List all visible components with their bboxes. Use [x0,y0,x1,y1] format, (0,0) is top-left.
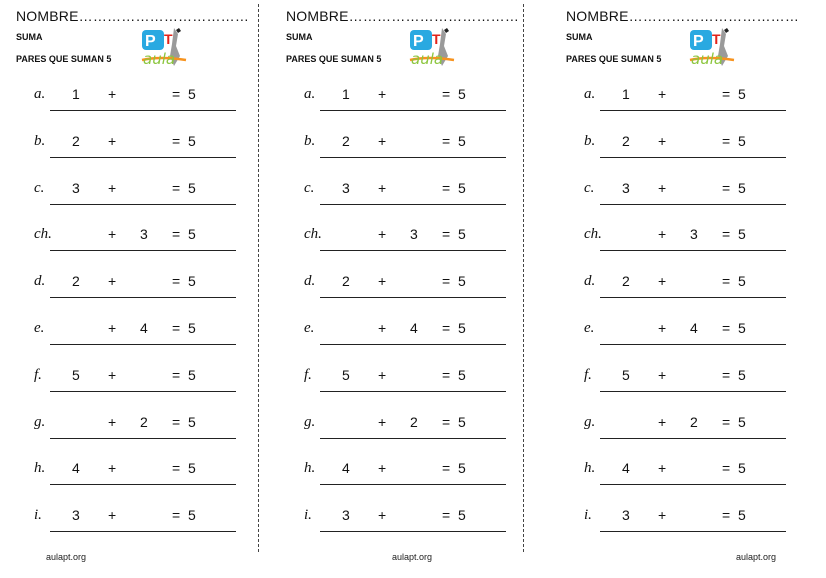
answer-line [50,531,236,532]
exercise-letter: d. [304,273,316,290]
first-addend: 2 [342,273,350,290]
first-addend: 2 [72,273,80,290]
heading-suma: SUMA [566,32,593,42]
second-addend: 3 [140,226,148,243]
exercise-letter: ch. [34,226,52,243]
exercise-row [566,133,796,163]
equals-sign: = [172,460,181,477]
equals-sign: = [722,366,731,383]
exercise-row [566,460,796,490]
exercise-row [286,320,516,350]
exercise-row [16,133,246,163]
plus-sign: + [378,226,387,243]
answer-line [320,531,506,532]
answer-line [50,157,236,158]
aulapt-logo [688,26,738,70]
exercise-letter: a. [584,86,596,102]
sum-result: 5 [458,320,466,336]
equals-sign: = [172,320,181,336]
equals-sign: = [442,179,451,196]
logo-word-aula: aula [411,50,444,68]
exercise-letter: c. [34,179,45,196]
sum-result: 5 [188,413,196,430]
plus-sign: + [378,86,387,102]
first-addend: 4 [72,460,80,477]
exercise-row [286,180,516,210]
first-addend: 2 [72,132,80,149]
exercise-row [566,226,796,256]
plus-sign: + [658,86,667,102]
exercise-letter: f. [584,366,592,383]
heading-suma: SUMA [16,32,43,42]
sum-result: 5 [738,366,746,383]
equals-sign: = [722,507,731,524]
equals-sign: = [442,226,451,243]
exercise-letter: d. [584,273,596,290]
equals-sign: = [172,507,181,524]
logo-letter-p: P [693,33,704,50]
answer-line [50,110,236,111]
sum-result: 5 [738,226,746,243]
exercise-letter: d. [34,273,46,290]
answer-line [600,438,786,439]
exercise-letter: c. [584,179,595,196]
name-field: NOMBRE……………………………… [286,8,520,24]
plus-sign: + [658,226,667,243]
exercise-row [286,226,516,256]
name-field: NOMBRE……………………………… [566,8,800,24]
answer-line [320,297,506,298]
equals-sign: = [722,320,731,336]
exercise-letter: f. [304,366,312,383]
sum-result: 5 [458,273,466,290]
logo-letter-p: P [145,33,156,50]
exercise-row [16,507,246,537]
exercise-letter: e. [584,320,595,336]
exercise-letter: h. [34,460,46,477]
cut-line-divider [258,4,259,552]
second-addend: 3 [410,226,418,243]
equals-sign: = [442,273,451,290]
exercise-letter: a. [34,86,46,102]
exercise-row [566,273,796,303]
exercise-row [16,460,246,490]
answer-line [50,391,236,392]
plus-sign: + [658,413,667,430]
exercise-row [286,460,516,490]
heading-suma: SUMA [286,32,313,42]
answer-line [320,484,506,485]
plus-sign: + [658,132,667,149]
plus-sign: + [108,226,117,243]
first-addend: 3 [622,507,630,524]
plus-sign: + [378,507,387,524]
equals-sign: = [722,179,731,196]
plus-sign: + [378,413,387,430]
plus-sign: + [108,86,117,102]
exercise-row [286,414,516,444]
plus-sign: + [108,413,117,430]
second-addend: 2 [410,413,418,430]
exercise-letter: h. [304,460,316,477]
answer-line [600,250,786,251]
exercise-row [566,507,796,537]
exercise-row [286,507,516,537]
exercise-letter: b. [34,132,46,149]
exercise-letter: b. [304,132,316,149]
equals-sign: = [722,273,731,290]
equals-sign: = [722,460,731,477]
exercise-row [16,414,246,444]
sum-result: 5 [738,132,746,149]
exercise-row [566,414,796,444]
plus-sign: + [108,132,117,149]
exercise-letter: g. [34,413,46,430]
answer-line [320,157,506,158]
exercise-letter: g. [304,413,316,430]
second-addend: 3 [690,226,698,243]
exercise-letter: ch. [304,226,322,243]
logo-word-aula: aula [691,50,724,68]
first-addend: 1 [342,86,350,102]
exercise-letter: i. [584,507,592,524]
equals-sign: = [172,179,181,196]
sum-result: 5 [188,226,196,243]
answer-line [320,391,506,392]
exercise-row [286,133,516,163]
logo-graphic [688,26,738,70]
exercise-row [16,367,246,397]
plus-sign: + [378,320,387,336]
sum-result: 5 [458,179,466,196]
first-addend: 3 [622,179,630,196]
plus-sign: + [108,273,117,290]
footer-website: aulapt.org [392,552,433,562]
exercise-row [16,86,246,116]
equals-sign: = [172,366,181,383]
first-addend: 2 [622,132,630,149]
sum-result: 5 [458,460,466,477]
first-addend: 1 [622,86,630,102]
exercise-row [286,273,516,303]
first-addend: 2 [342,132,350,149]
exercise-letter: i. [304,507,312,524]
answer-line [600,391,786,392]
plus-sign: + [658,460,667,477]
plus-sign: + [658,320,667,336]
sum-result: 5 [458,507,466,524]
second-addend: 2 [140,413,148,430]
sum-result: 5 [738,179,746,196]
equals-sign: = [442,86,451,102]
equals-sign: = [722,132,731,149]
plus-sign: + [378,460,387,477]
exercise-row [566,180,796,210]
answer-line [600,297,786,298]
aulapt-logo [408,26,458,70]
sum-result: 5 [738,86,746,102]
plus-sign: + [658,179,667,196]
sum-result: 5 [188,460,196,477]
equals-sign: = [442,132,451,149]
plus-sign: + [378,366,387,383]
heading-pares-que-suman: PARES QUE SUMAN 5 [16,54,112,64]
logo-word-aula: aula [143,50,176,68]
sum-result: 5 [738,460,746,477]
answer-line [50,297,236,298]
first-addend: 3 [342,179,350,196]
logo-letter-t: T [712,31,721,47]
heading-pares-que-suman: PARES QUE SUMAN 5 [286,54,382,64]
second-addend: 4 [410,320,418,336]
answer-line [600,157,786,158]
equals-sign: = [442,507,451,524]
exercise-row [16,180,246,210]
equals-sign: = [172,273,181,290]
first-addend: 5 [72,366,80,383]
sum-result: 5 [188,320,196,336]
exercise-letter: g. [584,413,596,430]
sum-result: 5 [188,179,196,196]
sum-result: 5 [188,366,196,383]
sum-result: 5 [738,413,746,430]
exercise-row [566,367,796,397]
aulapt-logo [140,26,190,70]
equals-sign: = [442,413,451,430]
exercise-letter: i. [34,507,42,524]
plus-sign: + [108,366,117,383]
answer-line [50,484,236,485]
footer-website: aulapt.org [46,552,87,562]
first-addend: 5 [342,366,350,383]
plus-sign: + [108,320,117,336]
exercise-letter: c. [304,179,315,196]
footer-website: aulapt.org [736,552,777,562]
heading-pares-que-suman: PARES QUE SUMAN 5 [566,54,662,64]
exercise-row [286,86,516,116]
exercise-letter: b. [584,132,596,149]
sum-result: 5 [738,507,746,524]
exercise-row [286,367,516,397]
answer-line [50,344,236,345]
equals-sign: = [172,413,181,430]
equals-sign: = [172,132,181,149]
sum-result: 5 [458,413,466,430]
answer-line [600,110,786,111]
answer-line [600,531,786,532]
second-addend: 2 [690,413,698,430]
sum-result: 5 [458,86,466,102]
logo-graphic [408,26,458,70]
answer-line [600,344,786,345]
exercise-row [16,273,246,303]
plus-sign: + [658,273,667,290]
answer-line [320,204,506,205]
first-addend: 3 [72,179,80,196]
answer-line [320,344,506,345]
exercise-row [566,320,796,350]
first-addend: 4 [342,460,350,477]
first-addend: 3 [72,507,80,524]
sum-result: 5 [738,273,746,290]
plus-sign: + [108,460,117,477]
logo-letter-p: P [413,33,424,50]
plus-sign: + [378,273,387,290]
answer-line [600,484,786,485]
exercise-letter: ch. [584,226,602,243]
equals-sign: = [722,226,731,243]
sum-result: 5 [458,366,466,383]
name-field: NOMBRE……………………………… [16,8,250,24]
exercise-row [566,86,796,116]
first-addend: 5 [622,366,630,383]
equals-sign: = [442,320,451,336]
sum-result: 5 [458,226,466,243]
sum-result: 5 [458,132,466,149]
exercise-letter: e. [304,320,315,336]
plus-sign: + [108,179,117,196]
equals-sign: = [722,413,731,430]
cut-line-divider [523,4,524,552]
equals-sign: = [722,86,731,102]
first-addend: 4 [622,460,630,477]
plus-sign: + [378,132,387,149]
logo-graphic [140,26,190,70]
answer-line [320,250,506,251]
exercise-row [16,226,246,256]
plus-sign: + [108,507,117,524]
exercise-row [16,320,246,350]
logo-letter-t: T [164,31,173,47]
exercise-letter: e. [34,320,45,336]
answer-line [50,438,236,439]
sum-result: 5 [188,507,196,524]
equals-sign: = [442,460,451,477]
first-addend: 3 [342,507,350,524]
answer-line [320,438,506,439]
plus-sign: + [658,366,667,383]
answer-line [50,250,236,251]
first-addend: 1 [72,86,80,102]
exercise-letter: h. [584,460,596,477]
answer-line [50,204,236,205]
exercise-letter: f. [34,366,42,383]
first-addend: 2 [622,273,630,290]
logo-letter-t: T [432,31,441,47]
sum-result: 5 [188,132,196,149]
answer-line [600,204,786,205]
sum-result: 5 [738,320,746,336]
plus-sign: + [378,179,387,196]
second-addend: 4 [140,320,148,336]
sum-result: 5 [188,273,196,290]
equals-sign: = [442,366,451,383]
second-addend: 4 [690,320,698,336]
equals-sign: = [172,86,181,102]
sum-result: 5 [188,86,196,102]
plus-sign: + [658,507,667,524]
answer-line [320,110,506,111]
equals-sign: = [172,226,181,243]
exercise-letter: a. [304,86,316,102]
